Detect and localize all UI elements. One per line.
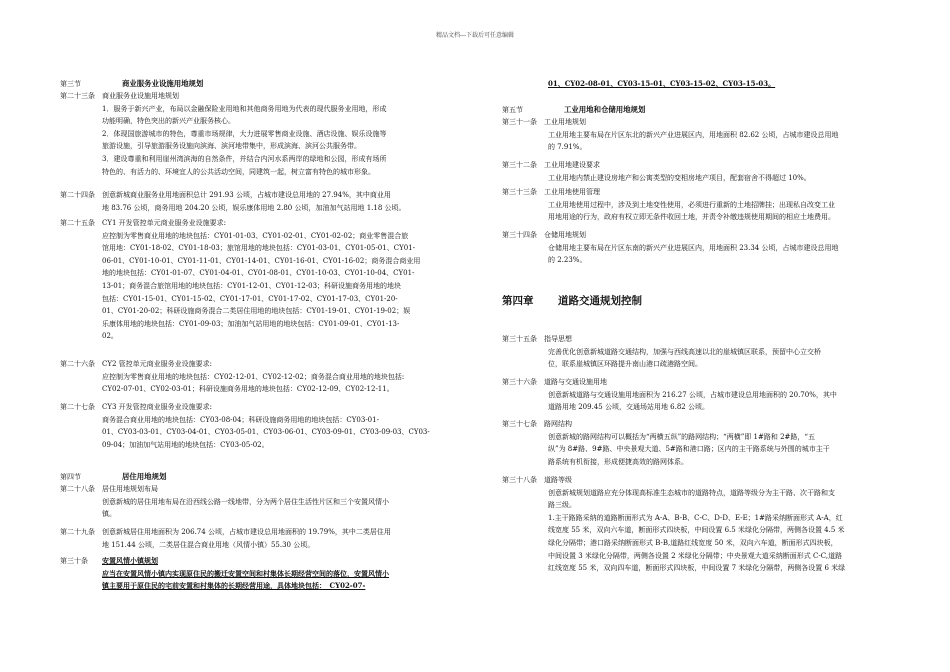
article-number: 第二十四条 bbox=[60, 191, 95, 199]
article-line: 13-01；商务混合旅馆用地的地块包括：CY01-12-01、CY01-12-03；科研设施商务用地的地块 bbox=[102, 281, 402, 290]
article-title: 仓储用地规划 bbox=[544, 231, 586, 239]
section-5-heading bbox=[502, 104, 922, 117]
article-line: 线宽度 55 米，双向六车道，断面形式四块板，中间设置 6.5 米绿化分隔带，两侧各设置 4.5 米 bbox=[548, 526, 845, 535]
section-number: 第四节 bbox=[60, 473, 81, 481]
article-title: 道路等级 bbox=[544, 476, 572, 484]
article-title: 商业服务业设施用地规划 bbox=[102, 92, 179, 100]
article-number: 第二十八条 bbox=[60, 485, 95, 493]
article-line: 02。 bbox=[102, 332, 118, 341]
article-33 bbox=[502, 186, 922, 224]
chapter-title: 道路交通规划控制 bbox=[558, 295, 642, 307]
article-line: 创意新城居住用地面积为 206.74 公顷，占城市建设总用地面积的 19.79%，其中二类居住用 bbox=[102, 528, 391, 536]
article-number: 第二十六条 bbox=[60, 360, 95, 368]
article-line: 地 83.76 公顷，商务用地 204.20 公顷，娱乐康体用地 2.80 公顷，加油加气站用地 1.18 公顷。 bbox=[102, 203, 406, 212]
article-line: 乐康体用地的地块包括：CY01-09-03；加油加气站用地的地块包括：CY01-09-01、CY01-13- bbox=[102, 319, 400, 328]
continued-plot-list bbox=[548, 78, 922, 91]
article-title: 工业用地建设要求 bbox=[544, 161, 600, 169]
article-23 bbox=[60, 90, 480, 178]
article-line: 特色的、有活力的、环境宜人的公共活动空间，同建筑一起，树立富有特色的城市形象。 bbox=[102, 167, 375, 176]
page-header: 精品文档---下载后可任意编辑 bbox=[435, 32, 515, 39]
article-line: 应控制为零售商业用地的地块包括：CY02-12-01、CY02-12-02；商务混合商业用地的地块包括: bbox=[102, 372, 405, 381]
article-title: 道路与交通设施用地 bbox=[544, 378, 607, 386]
article-line: 旅游设施，引导旅游服务设施向滨海、滨河地带集中，形成滨海、滨河公共服务带。 bbox=[102, 142, 361, 151]
article-line: 09-04；加油加气站用地的地块包括：CY03-05-02。 bbox=[102, 440, 269, 449]
article-line: CY02-07-01、CY02-03-01；科研设施商务用地的地块包括：CY02-12-09、CY02-12-11。 bbox=[102, 385, 394, 394]
article-number: 第三十五条 bbox=[502, 335, 537, 343]
article-title: 工业用地使用管理 bbox=[544, 188, 600, 196]
article-line: 的 7.91%。 bbox=[548, 143, 587, 152]
article-line: 创意新城规划道路应充分体现高标准生态城市的道路特点，道路等级分为主干路、次干路和支 bbox=[548, 488, 835, 497]
article-number: 第三十二条 bbox=[502, 161, 537, 169]
article-line: 路三级。 bbox=[548, 501, 576, 510]
article-38 bbox=[502, 474, 922, 575]
article-line: 工业用地使用过程中，涉及到土地变性使用，必须进行重新的土地招牌挂；出现私自改变工业 bbox=[548, 200, 835, 209]
article-36 bbox=[502, 376, 922, 414]
article-line: 创意新城的居住用地布局在沿西线公路一线地带，分为两个居住生活性片区和三个安置风情小 bbox=[102, 497, 389, 506]
article-line: 的 2.23%。 bbox=[548, 256, 587, 265]
article-line: 中间设置 3 米绿化分隔带，两侧各设置 2 米绿化分隔带；中央景观大道采纳断面形式 C-C,道路 bbox=[548, 551, 843, 560]
article-title: CY1 开发管控单元商业服务业设施要求: bbox=[102, 219, 227, 227]
article-number: 第三十六条 bbox=[502, 378, 537, 386]
article-title: 路网结构 bbox=[544, 420, 572, 428]
article-34 bbox=[502, 229, 922, 267]
article-line: 路系统有机衔接，形成便捷高效的路网体系。 bbox=[548, 457, 688, 466]
article-title: 工业用地规划 bbox=[544, 118, 586, 126]
article-title: 指导思想 bbox=[544, 335, 572, 343]
article-32 bbox=[502, 159, 922, 184]
chapter-number: 第四章 bbox=[502, 295, 534, 307]
article-26 bbox=[60, 358, 480, 396]
article-line: 01、CY01-20-02；科研设施商务混合二类居住用地的地块包括：CY01-19-01、CY01-19-02；娱 bbox=[102, 307, 411, 316]
article-line: 01、CY02-08-01、CY03-15-01、CY03-15-02、CY03-15-03。 bbox=[548, 79, 776, 88]
article-line: 应当在安置风情小镇内实现原住民的搬迁安置空间和村集体长期经营空间的落位，安置风情小 bbox=[102, 568, 389, 578]
article-28 bbox=[60, 483, 480, 521]
article-31 bbox=[502, 116, 922, 154]
article-line: 功能明确，特色突出的新兴产业服务核心。 bbox=[102, 117, 235, 126]
article-number: 第三十三条 bbox=[502, 188, 537, 196]
article-line: 馆用地：CY01-18-02、CY01-18-03；旅馆用地的地块包括：CY01-03-01、CY01-05-01、CY01- bbox=[102, 244, 415, 253]
article-line: 创意新城道路与交通设施用地面积为 216.27 公顷，占城市建设总用地面积的 20.70%，其中 bbox=[548, 390, 837, 399]
article-line: 创意新城的路网结构可以概括为“两横五纵”的路网结构；“两横”即 1#路和 2#路，“五 bbox=[548, 432, 815, 441]
article-line: 创意新城商业服务业用地面积总计 291.93 公顷，占城市建设总用地的 27.94%，其中商业用 bbox=[102, 191, 391, 199]
article-number: 第三十四条 bbox=[502, 231, 537, 239]
article-line: 用地用途的行为，政府有权立即无条件收回土地，并责令补缴违规使用期间的相应土地费用。 bbox=[548, 213, 835, 222]
article-line: 位，联系崖城镇区环路提升南山港口疏港路空间。 bbox=[548, 360, 702, 369]
article-line: 完善优化创意新城道路交通结构，加强与西线高速以北的崖城镇区联系，预留中心立交桥 bbox=[548, 347, 821, 356]
section-3-heading bbox=[60, 78, 480, 91]
article-line: 商务混合商业用地的地块包括：CY03-08-04；科研设施商务用地的地块包括：CY03-01- bbox=[102, 415, 379, 424]
article-30 bbox=[60, 555, 480, 593]
article-line: 1．服务于新兴产业，布局以金融保险业用地和其他商务用地为代表的现代服务业用地，形成 bbox=[102, 104, 387, 113]
article-line: 纵”为 8#路、9#路、中央景观大道、5#路和港口路；区内的主干路系统与外围的城市主干 bbox=[548, 445, 830, 454]
article-number: 第三十一条 bbox=[502, 118, 537, 126]
article-title: 居住用地规划布局 bbox=[102, 485, 158, 493]
article-line: 06-01、CY01-10-01、CY01-11-01、CY01-14-01、CY01-16-01、CY01-16-02；商务混合商业用 bbox=[102, 256, 421, 265]
article-line: 仓储用地主要布局在片区东南的新兴产业进展区内，用地面积 23.34 公顷，占城市建设总用地 bbox=[548, 243, 839, 252]
article-number: 第二十五条 bbox=[60, 219, 95, 227]
article-number: 第二十三条 bbox=[60, 92, 95, 100]
article-title: CY2 管控单元商业服务业设施要求: bbox=[102, 360, 213, 368]
article-25 bbox=[60, 217, 480, 343]
article-line: 3．建设尊重和利用崖州湾滨海的自然条件，并结合内河水系两岸的绿地和公园，形成有场所 bbox=[102, 154, 387, 163]
article-line: 应控制为零售商业用地的地块包括：CY01-01-03、CY01-02-01、CY01-02-02；商业零售混合旅 bbox=[102, 231, 409, 240]
section-title: 工业用地和仓储用地规划 bbox=[564, 105, 646, 114]
article-title: 安置风情小镇规划 bbox=[102, 556, 158, 565]
section-title: 居住用地规划 bbox=[122, 472, 167, 481]
article-number: 第二十九条 bbox=[60, 528, 95, 536]
article-line: 镇主要用于原住民的宅前安置和村集体的长期经营用途，具体地块包括： CY02-07- bbox=[102, 581, 366, 591]
section-title: 商业服务业设施用地规划 bbox=[122, 79, 204, 88]
article-line: 2．体现国旅游城市的特色，尊重市场规律，大力进展零售商业设施、酒店设施、娱乐设施等 bbox=[102, 129, 387, 138]
section-4-heading bbox=[60, 471, 480, 484]
article-line: 工业用地内禁止建设房地产和公寓类型的变相房地产项目，配套宿舍不得超过 10%。 bbox=[548, 173, 811, 182]
article-37 bbox=[502, 418, 922, 468]
article-line: 红线宽度 55 米，双向四车道，断面形式四块板，中间设置 7 米绿化分隔带，两侧各设置 6 米绿 bbox=[548, 564, 846, 573]
article-line: 道路用地 209.45 公顷，交通场站用地 6.82 公顷。 bbox=[548, 403, 709, 412]
article-line: 绿化分隔带；港口路采纳断面形式 B-B,道路红线宽度 50 米，双向六车道，断面形式四块板， bbox=[548, 538, 838, 547]
chapter-4-heading bbox=[502, 295, 922, 309]
article-number: 第三十七条 bbox=[502, 420, 537, 428]
article-27 bbox=[60, 401, 480, 451]
article-number: 第二十七条 bbox=[60, 403, 95, 411]
article-number: 第三十条 bbox=[60, 557, 88, 565]
article-29 bbox=[60, 526, 480, 551]
article-line: 地的地块包括：CY01-01-07、CY01-04-01、CY01-08-01、CY01-10-03、CY01-10-04、CY01- bbox=[102, 269, 415, 278]
article-line: 1.主干路路采纳的道路断面形式为 A-A、B-B、C-C、D-D、E-E；1#路采纳断面形式 A-A，红 bbox=[548, 513, 843, 522]
article-line: 01、CY03-03-01、CY03-04-01、CY03-05-01、CY03-06-01、CY03-09-01、CY03-09-03、CY03- bbox=[102, 428, 430, 437]
article-line: 地 151.44 公顷，二类居住混合商业用地（风情小镇）55.30 公顷。 bbox=[102, 540, 315, 549]
article-35 bbox=[502, 333, 922, 371]
article-number: 第三十八条 bbox=[502, 476, 537, 484]
article-line: 工业用地主要布局在片区东北的新兴产业进展区内，用地面积 82.62 公顷，占城市建设总用地 bbox=[548, 130, 839, 139]
article-line: 包括：CY01-15-01、CY01-15-02、CY01-17-01、CY01-17-02、CY01-17-03、CY01-20- bbox=[102, 294, 398, 303]
article-24 bbox=[60, 189, 480, 214]
section-number: 第五节 bbox=[502, 106, 523, 114]
article-title: CY3 开发管控商业服务业设施要求: bbox=[102, 403, 213, 411]
article-line: 镇。 bbox=[102, 510, 116, 519]
section-number: 第三节 bbox=[60, 80, 81, 88]
